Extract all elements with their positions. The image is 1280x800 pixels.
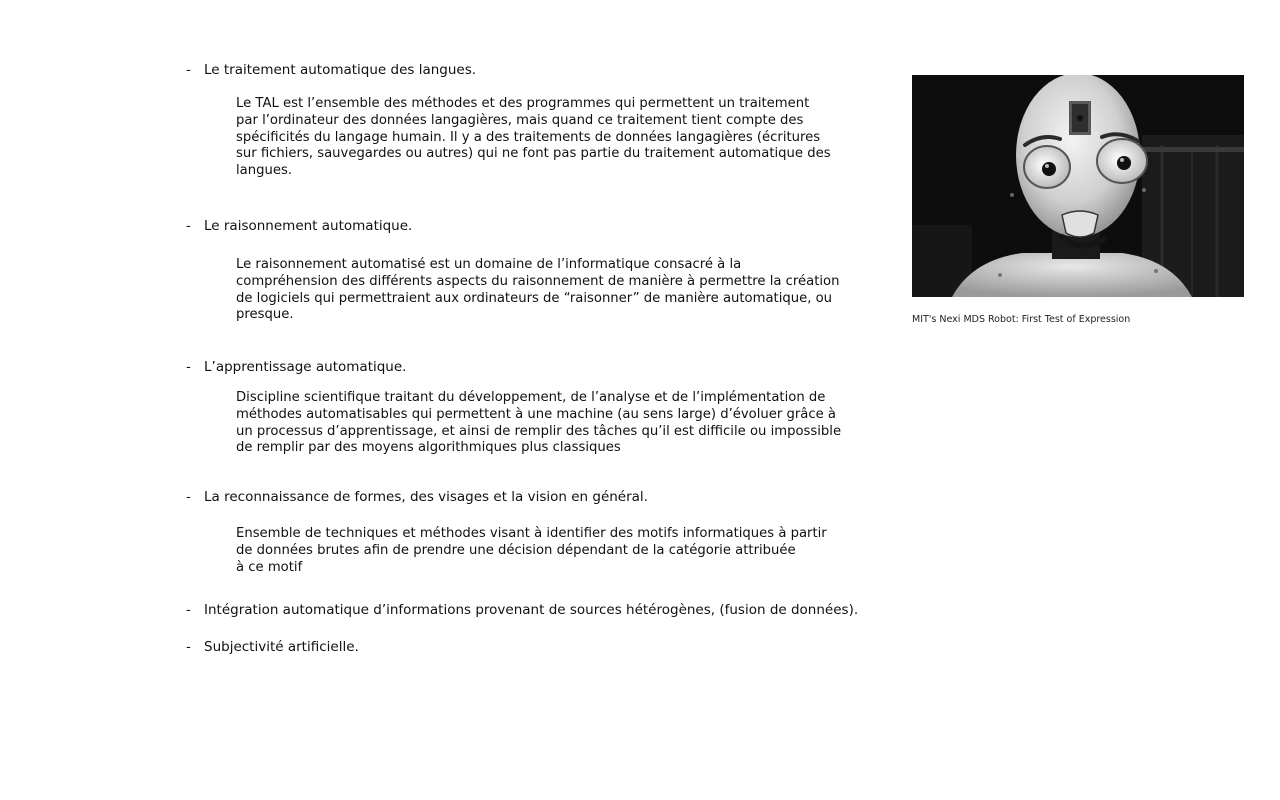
- description-line: de logiciels qui permettraient aux ordinateurs de “raisonner” de manière automatique, ou: [236, 290, 833, 306]
- heading-text: Le traitement automatique des langues.: [204, 62, 477, 78]
- list-item-heading: [186, 359, 406, 376]
- heading-text: L’apprentissage automatique.: [204, 359, 407, 375]
- description-line: spécificités du langage humain. Il y a des traitements de données langagières (écritures: [236, 129, 821, 145]
- bullet-dash: -: [186, 62, 191, 78]
- description-line: un processus d’apprentissage, et ainsi de remplir des tâches qu’il est difficile ou impossible: [236, 423, 842, 439]
- list-item-heading: [186, 489, 648, 506]
- description-line: Le TAL est l’ensemble des méthodes et des programmes qui permettent un traitement: [236, 96, 810, 111]
- description-line: langues.: [236, 163, 293, 179]
- list-item-description: [236, 526, 827, 576]
- bullet-dash: -: [186, 639, 191, 655]
- bullet-dash: -: [186, 359, 191, 375]
- description-line: par l’ordinateur des données langagières, mais quand ce traitement tient compte des: [236, 112, 804, 128]
- list-item-heading: [186, 602, 858, 619]
- description-line: Ensemble de techniques et méthodes visant à identifier des motifs informatiques à partir: [236, 526, 827, 541]
- list-item-heading: [186, 218, 412, 235]
- bullet-dash: -: [186, 602, 191, 618]
- description-line: sur fichiers, sauvegardes ou autres) qui ne font pas partie du traitement automatique des: [236, 146, 831, 162]
- description-line: de remplir par des moyens algorithmiques plus classiques: [236, 440, 621, 456]
- heading-text: La reconnaissance de formes, des visages et la vision en général.: [204, 489, 648, 505]
- heading-text: Intégration automatique d’informations provenant de sources hétérogènes, (fusion de données).: [204, 602, 859, 618]
- list-item-description: [236, 390, 841, 457]
- list-item-heading: [186, 62, 476, 79]
- list-item-description: [236, 257, 839, 324]
- robot-figure: [912, 75, 1244, 326]
- bullet-dash: -: [186, 218, 191, 234]
- description-line: Le raisonnement automatisé est un domaine de l’informatique consacré à la: [236, 257, 742, 272]
- heading-text: Subjectivité artificielle.: [204, 639, 359, 655]
- description-line: méthodes automatisables qui permettent à une machine (au sens large) d’évoluer grâce à: [236, 406, 837, 422]
- description-line: compréhension des différents aspects du raisonnement de manière à permettre la création: [236, 273, 840, 289]
- heading-text: Le raisonnement automatique.: [204, 218, 413, 234]
- list-item-heading: [186, 639, 359, 656]
- bullet-dash: -: [186, 489, 191, 505]
- description-line: de données brutes afin de prendre une décision dépendant de la catégorie attribuée: [236, 542, 796, 558]
- list-item-description: [236, 96, 831, 180]
- figure-caption: MIT's Nexi MDS Robot: First Test of Expression: [912, 314, 1131, 325]
- description-line: presque.: [236, 307, 294, 323]
- description-line: Discipline scientifique traitant du développement, de l’analyse et de l’implémentation de: [236, 390, 826, 405]
- description-line: à ce motif: [236, 559, 303, 575]
- robot-photo: [912, 75, 1244, 297]
